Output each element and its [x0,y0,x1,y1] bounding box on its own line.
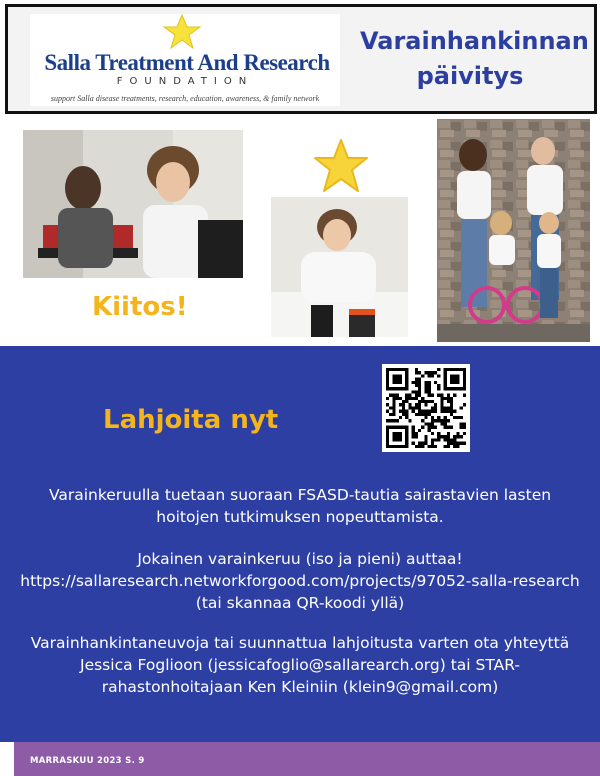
star-icon [313,139,369,193]
photo-family [437,119,590,342]
every-donation-line: Jokainen varainkeruu (iso ja pieni) auttaa! [137,550,463,568]
logo-title: Salla Treatment And Research [44,50,330,75]
photo-young-woman-at-table [271,197,408,337]
foundation-logo [30,14,340,106]
header [0,0,600,115]
donate-heading: Lahjoita nyt [103,405,279,435]
donation-link[interactable]: https://sallaresearch.networkforgood.com/projects/97052-salla-research (tai skannaa QR-koodi yllä) [20,572,580,612]
logo-tagline: support Salla disease treatments, research, education, awareness, & family network [50,94,320,103]
paragraph-every-donation [20,548,580,614]
paragraph-contact: Varainhankintaneuvoja tai suunnattua lahjoitusta varten ota yhteyttä Jessica Foglioon (jessicafoglio@sallarearch.org) tai STAR-rahastonhoitajaan Ken Kleiniin (klein9@gmail.com) [30,634,570,696]
thanks-heading: Kiitos! [92,292,188,322]
paragraph-fundraising-purpose: Varainkeruulla tuetaan suoraan FSASD-tautia sairastavien lasten hoitojen tutkimuksen nopeuttamista. [48,486,552,526]
page-title: Varainhankinnan päivitys [360,27,589,90]
footer-page-label: MARRASKUU 2023 S. 9 [30,756,145,766]
qr-code-icon [386,368,466,448]
star-icon [162,14,202,50]
photo-girl-with-caregiver [23,130,243,278]
qr-code[interactable] [382,364,470,452]
logo-subtitle: FOUNDATION [116,76,254,87]
